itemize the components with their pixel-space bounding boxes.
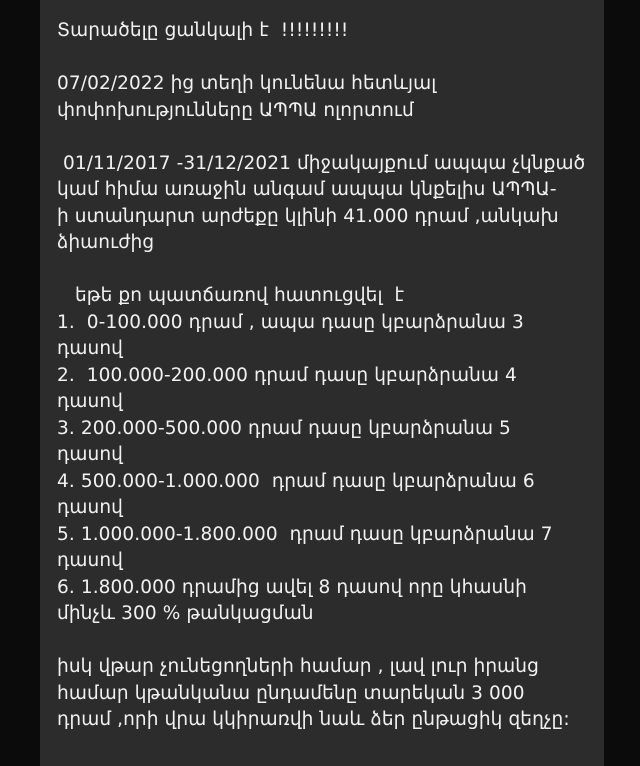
list-item: 5. 1.000.000-1.800.000 դրամ դասը կբարձրանա 7 (57, 523, 553, 545)
period-line: ձիաուժից (57, 232, 155, 253)
message-title: Տարածելը ցանկալի է !!!!!!!!! (57, 20, 349, 41)
list-item-continuation: մինչև 300 % թանկացման (57, 603, 314, 624)
list-item-continuation: դասով (57, 444, 123, 465)
spacer (57, 257, 597, 284)
list-item-continuation: դասով (57, 391, 123, 412)
list-item: 1. 0-100.000 դրամ , ապա դասը կբարձրանա 3 (57, 311, 524, 333)
closing-line: դրամ ,որի վրա կկիրառվի նաև ձեր ընթացիկ զեղչը: (57, 709, 570, 730)
list-item: 4. 500.000-1.000.000 դրամ դասը կբարձրանա 6 (57, 470, 535, 492)
period-line: կամ հիմա առաջին անգամ ապպա կնքելիս ԱՊՊԱ- (57, 179, 557, 200)
intro-line: փոփոխությունները ԱՊՊԱ ոլորտում (57, 99, 414, 121)
condition-line: եթե քո պատճառով հատուցվել է (69, 285, 405, 306)
list-item-continuation: դասով (57, 497, 123, 518)
spacer (57, 124, 597, 151)
period-line: ի ստանդարտ արժեքը կլինի 41.000 դրամ ,անկախ (57, 205, 559, 227)
list-item-continuation: դասով (57, 338, 123, 359)
closing-line: իսկ վթար չունեցողների համար , լավ լուր իրանց (57, 656, 539, 677)
period-line: 01/11/2017 -31/12/2021 միջակայքում ապպա չկնքած (57, 152, 586, 174)
list-item-continuation: դասով (57, 550, 123, 571)
list-item: 2. 100.000-200.000 դրամ դասը կբարձրանա 4 (57, 364, 517, 386)
list-item: 6. 1.800.000 դրամից ավել 8 դասով որը կհասնի (57, 576, 527, 598)
message-body (57, 18, 597, 734)
intro-line: 07/02/2022 ից տեղի կունենա հետևյալ (57, 73, 437, 94)
list-item: 3. 200.000-500.000 դրամ դասը կբարձրանա 5 (57, 417, 511, 439)
closing-line: համար կթանկանա ընդամենը տարեկան 3 000 (57, 682, 525, 704)
spacer (57, 45, 597, 72)
spacer (57, 628, 597, 655)
